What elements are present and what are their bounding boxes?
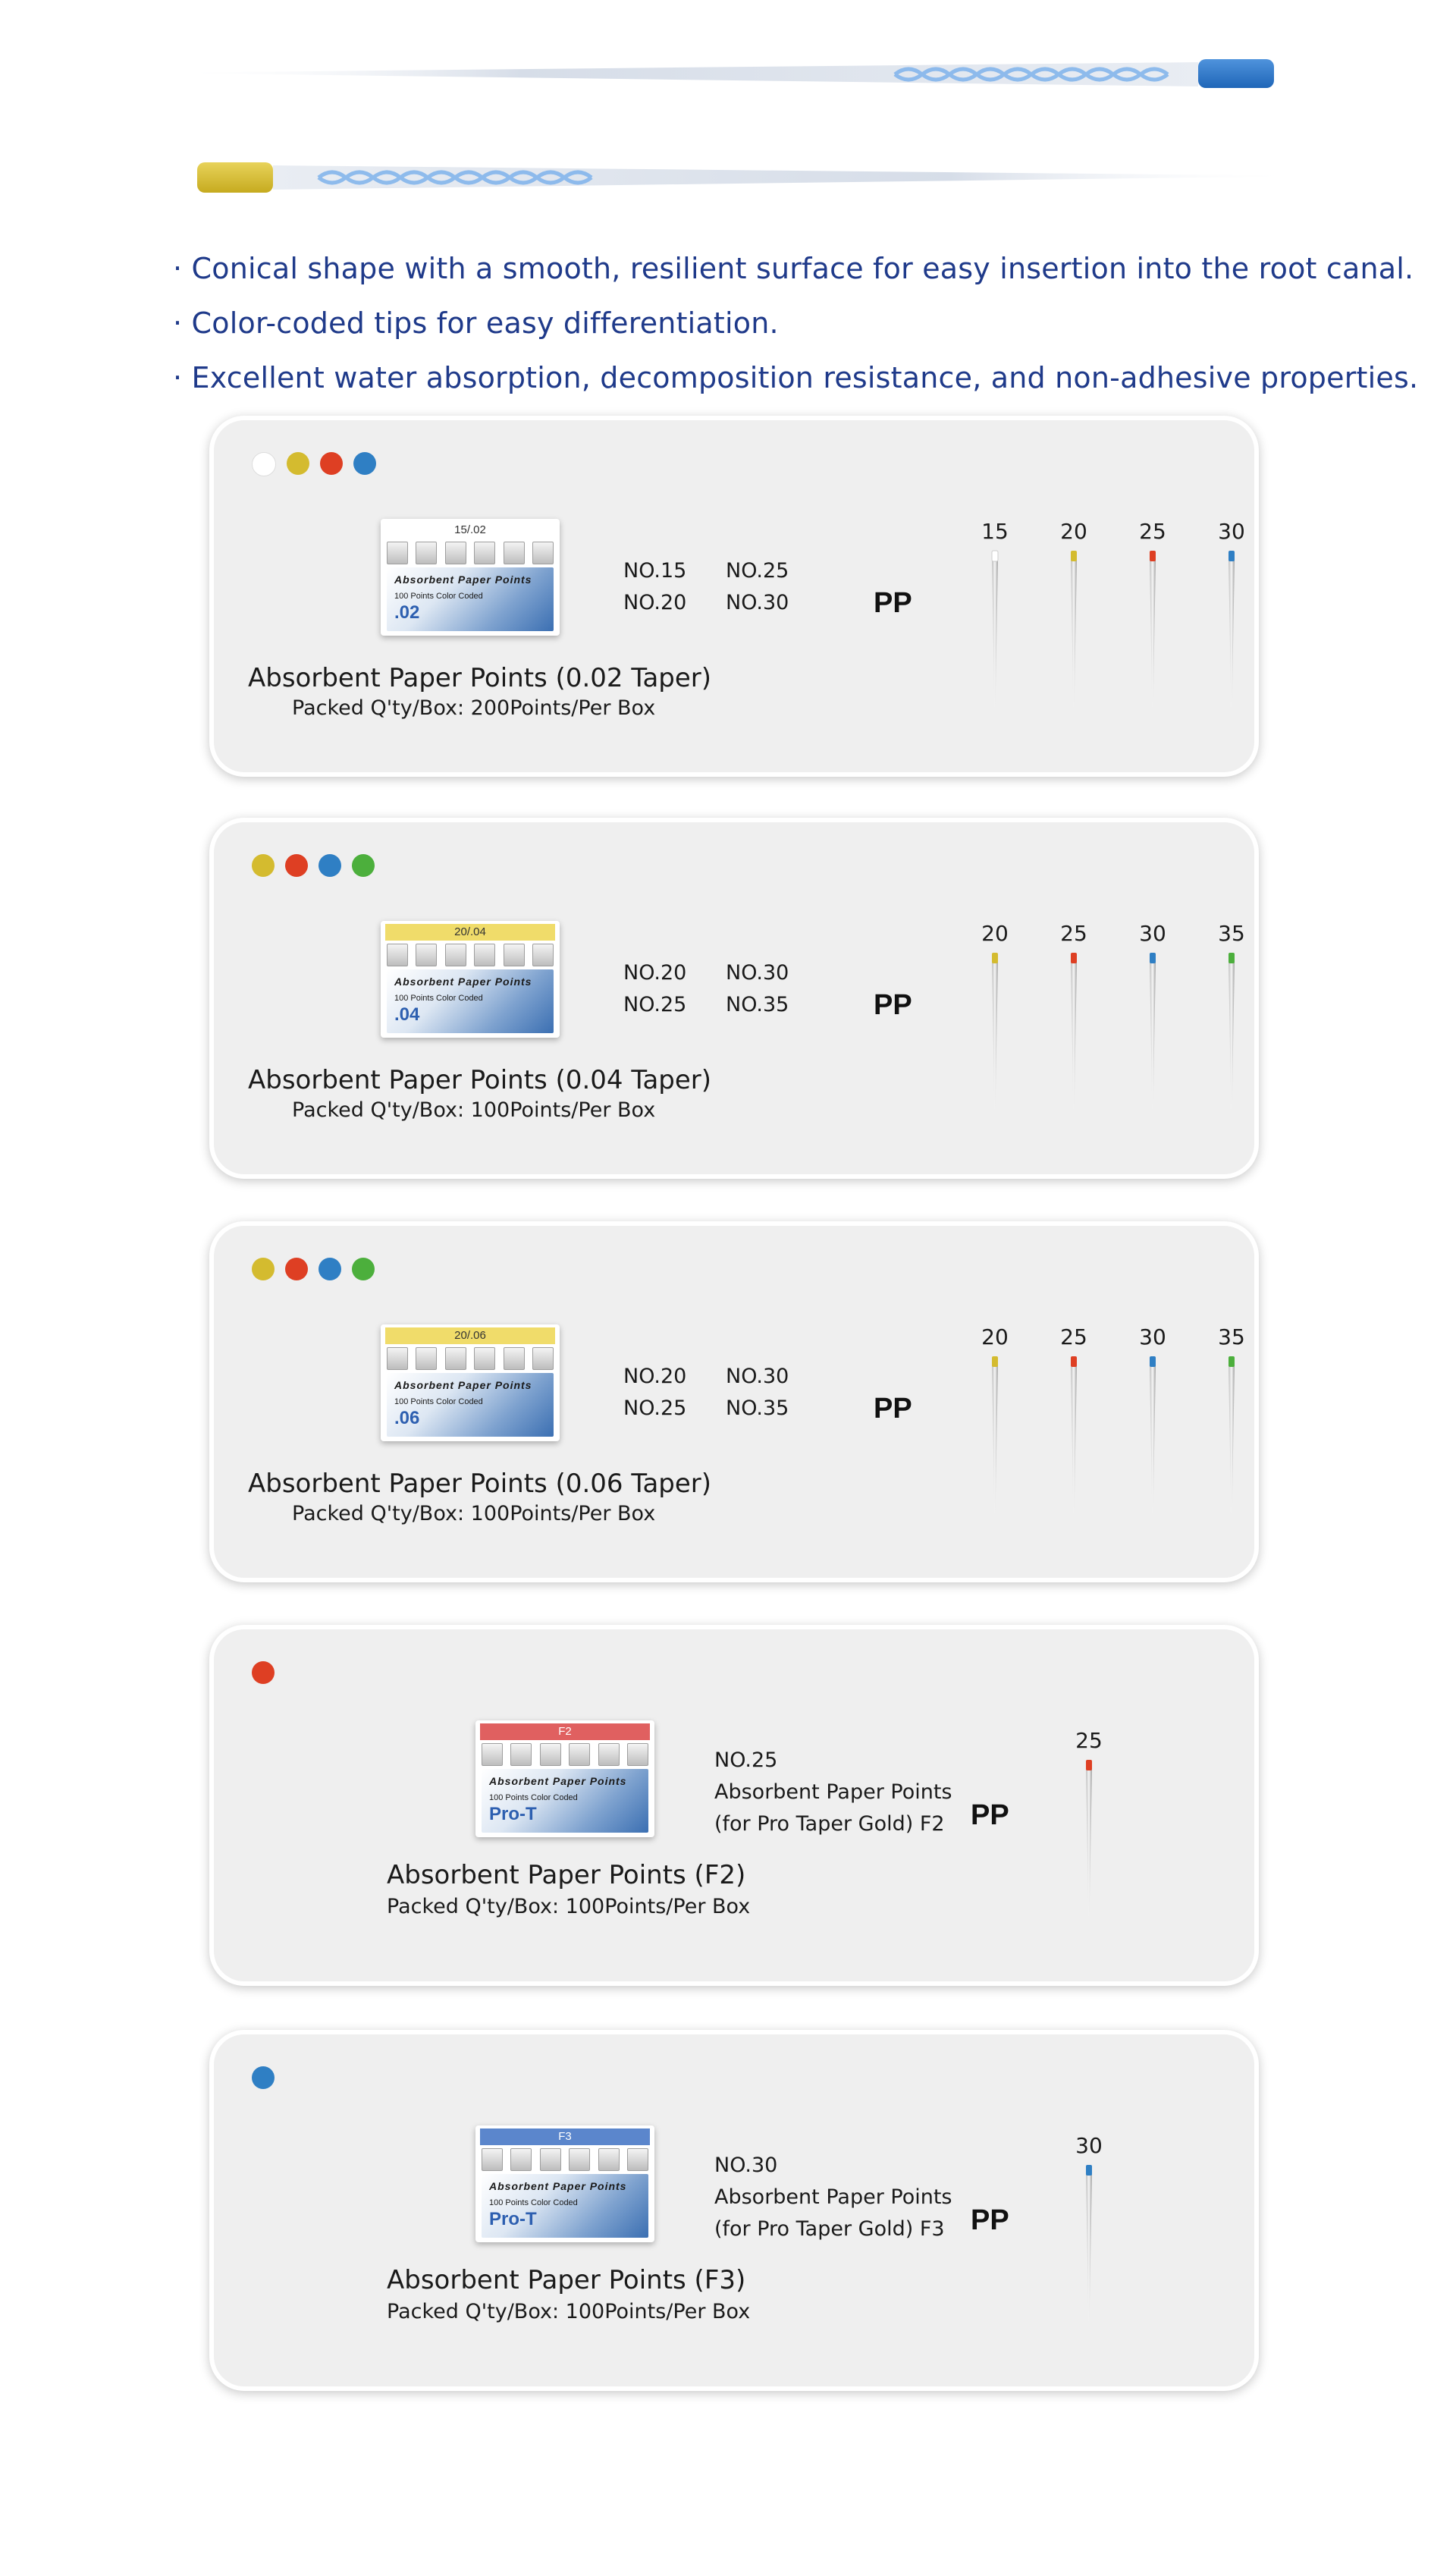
packed-quantity: Packed Q'ty/Box: 100Points/Per Box <box>292 1502 656 1525</box>
size-item: (for Pro Taper Gold) F3 <box>714 2217 945 2241</box>
point-size-label: 25 <box>1060 921 1087 946</box>
box-label <box>387 567 554 631</box>
paper-point-blue-tip-icon <box>1147 1355 1159 1514</box>
paper-point-sample <box>1051 921 1097 1111</box>
pp-label: PP <box>874 587 912 619</box>
box-size-band: F2 <box>480 1723 650 1740</box>
color-dot-blue <box>353 452 376 475</box>
paper-point-sample <box>1209 921 1254 1111</box>
size-item: NO.25 <box>714 1748 778 1772</box>
size-list-secondary <box>726 1361 789 1425</box>
size-item: NO.30 <box>726 1365 789 1388</box>
color-dots <box>252 854 385 878</box>
feature-bullet: · Conical shape with a smooth, resilient surface for easy insertion into the root canal. <box>173 252 1414 285</box>
paper-point-sample <box>972 921 1018 1111</box>
paper-point-yellow-tip-icon <box>989 951 1001 1111</box>
color-dot-yellow <box>287 452 309 475</box>
size-item: NO.25 <box>623 1396 687 1420</box>
box-taper-text: .04 <box>394 1004 420 1025</box>
box-taper-text: Pro-T <box>489 2209 537 2229</box>
point-size-label: 25 <box>1075 1728 1103 1753</box>
point-size-label: 30 <box>1139 921 1166 946</box>
product-box-image <box>381 1324 560 1441</box>
product-card <box>209 2030 1259 2391</box>
box-label <box>387 1373 554 1437</box>
box-size-band: 20/.04 <box>385 924 555 941</box>
color-dots <box>252 2066 285 2091</box>
paper-point-red-tip-icon <box>1147 549 1159 708</box>
feature-bullet: · Color-coded tips for easy differentiation. <box>173 306 779 340</box>
color-dots <box>252 1258 385 1282</box>
color-dot-red <box>285 854 308 877</box>
product-card <box>209 416 1259 777</box>
box-brand-text: Absorbent Paper Points <box>489 1775 627 1787</box>
paper-point-sample <box>1066 2133 1112 2323</box>
color-dot-yellow <box>252 1258 275 1280</box>
size-list <box>714 2150 952 2245</box>
color-dot-blue <box>252 2066 275 2089</box>
paper-point-red-tip-icon <box>1083 1758 1095 1918</box>
paper-point-yellow-tip-icon <box>1068 549 1080 708</box>
size-item: NO.20 <box>623 591 687 614</box>
packed-quantity: Packed Q'ty/Box: 100Points/Per Box <box>387 2300 751 2323</box>
paper-point-sample <box>1209 519 1254 708</box>
box-label <box>482 2174 648 2238</box>
product-card <box>209 1625 1259 1986</box>
color-dot-white <box>252 452 276 476</box>
paper-point-sample <box>1130 519 1175 708</box>
packed-quantity: Packed Q'ty/Box: 200Points/Per Box <box>292 696 656 720</box>
point-size-label: 25 <box>1139 519 1166 544</box>
color-dot-yellow <box>252 854 275 877</box>
size-list <box>623 555 686 619</box>
point-size-label: 30 <box>1218 519 1245 544</box>
product-title: Absorbent Paper Points (F2) <box>387 1860 746 1890</box>
product-box-image <box>475 2125 654 2242</box>
color-dot-blue <box>318 854 341 877</box>
color-dot-green <box>352 854 375 877</box>
box-brand-text: Absorbent Paper Points <box>394 1379 532 1391</box>
size-item: NO.15 <box>623 559 687 583</box>
box-slots <box>482 1743 648 1766</box>
box-slots <box>387 944 554 966</box>
product-box-image <box>475 1720 654 1837</box>
paper-point-blue-tip-icon <box>1147 951 1159 1111</box>
product-title: Absorbent Paper Points (F3) <box>387 2265 746 2295</box>
paper-point-sample <box>972 519 1018 708</box>
box-label <box>482 1769 648 1833</box>
paper-point-red-tip-icon <box>1068 1355 1080 1514</box>
size-item: NO.35 <box>726 993 789 1016</box>
color-dot-red <box>285 1258 308 1280</box>
box-label <box>387 969 554 1033</box>
size-item: NO.25 <box>726 559 789 583</box>
size-item: Absorbent Paper Points <box>714 1780 952 1804</box>
packed-quantity: Packed Q'ty/Box: 100Points/Per Box <box>387 1895 751 1918</box>
paper-point-sample <box>1130 1324 1175 1514</box>
paper-point-blue-tip-icon <box>1225 549 1238 708</box>
product-card <box>209 818 1259 1179</box>
paper-point-blue-tip-icon <box>1083 2163 1095 2323</box>
point-size-label: 35 <box>1218 921 1245 946</box>
point-size-label: 35 <box>1218 1324 1245 1349</box>
size-list <box>714 1745 952 1840</box>
box-brand-text: Absorbent Paper Points <box>394 975 532 988</box>
paper-point-green-tip-icon <box>1225 951 1238 1111</box>
box-taper-text: .02 <box>394 602 420 623</box>
size-item: NO.30 <box>714 2154 778 2177</box>
color-dots <box>252 452 387 476</box>
point-size-label: 25 <box>1060 1324 1087 1349</box>
box-brand-text: Absorbent Paper Points <box>394 573 532 586</box>
box-count-text: 100 Points Color Coded <box>394 994 483 1003</box>
size-item: NO.30 <box>726 591 789 614</box>
point-size-label: 15 <box>981 519 1009 544</box>
hero-paper-points-illustration <box>0 0 1456 205</box>
box-taper-text: .06 <box>394 1408 420 1428</box>
box-count-text: 100 Points Color Coded <box>394 592 483 601</box>
pp-label: PP <box>971 2204 1009 2236</box>
color-dot-red <box>252 1661 275 1684</box>
paper-point-sample <box>1051 1324 1097 1514</box>
packed-quantity: Packed Q'ty/Box: 100Points/Per Box <box>292 1098 656 1122</box>
pp-label: PP <box>874 989 912 1021</box>
size-item: NO.25 <box>623 993 687 1016</box>
size-item: NO.20 <box>623 961 687 985</box>
size-item: Absorbent Paper Points <box>714 2185 952 2209</box>
pp-label: PP <box>874 1393 912 1425</box>
product-box-image <box>381 519 560 636</box>
box-slots <box>387 1347 554 1370</box>
size-item: NO.20 <box>623 1365 687 1388</box>
box-size-band: 20/.06 <box>385 1327 555 1344</box>
paper-point-green-tip-icon <box>1225 1355 1238 1514</box>
point-size-label: 30 <box>1139 1324 1166 1349</box>
paper-point-white-tip-icon <box>989 549 1001 708</box>
point-size-label: 30 <box>1075 2133 1103 2158</box>
box-size-band: F3 <box>480 2128 650 2145</box>
product-box-image <box>381 921 560 1038</box>
product-title: Absorbent Paper Points (0.06 Taper) <box>248 1469 712 1499</box>
size-list <box>623 1361 686 1425</box>
product-title: Absorbent Paper Points (0.02 Taper) <box>248 663 712 693</box>
paper-point-yellow-tip-icon <box>989 1355 1001 1514</box>
box-size-band: 15/.02 <box>385 522 555 539</box>
paper-point-yellow-illustration <box>197 162 1316 193</box>
color-dot-blue <box>318 1258 341 1280</box>
size-item: NO.30 <box>726 961 789 985</box>
size-list-secondary <box>726 555 789 619</box>
feature-list <box>173 241 1419 405</box>
product-card <box>209 1221 1259 1582</box>
point-size-label: 20 <box>981 921 1009 946</box>
box-count-text: 100 Points Color Coded <box>489 2198 578 2207</box>
size-item: NO.35 <box>726 1396 789 1420</box>
pp-label: PP <box>971 1799 1009 1831</box>
paper-point-red-tip-icon <box>1068 951 1080 1111</box>
product-title: Absorbent Paper Points (0.04 Taper) <box>248 1065 712 1095</box>
size-item: (for Pro Taper Gold) F2 <box>714 1812 945 1836</box>
paper-point-sample <box>1066 1728 1112 1918</box>
point-size-label: 20 <box>1060 519 1087 544</box>
color-dots <box>252 1661 285 1685</box>
box-brand-text: Absorbent Paper Points <box>489 2180 627 2192</box>
box-slots <box>387 542 554 564</box>
box-count-text: 100 Points Color Coded <box>394 1397 483 1406</box>
paper-point-blue-illustration <box>155 59 1274 88</box>
box-count-text: 100 Points Color Coded <box>489 1793 578 1802</box>
feature-bullet: · Excellent water absorption, decomposition resistance, and non-adhesive properties. <box>173 361 1419 394</box>
paper-point-sample <box>1051 519 1097 708</box>
paper-point-sample <box>1209 1324 1254 1514</box>
color-dot-red <box>320 452 343 475</box>
point-size-label: 20 <box>981 1324 1009 1349</box>
size-list <box>623 957 686 1021</box>
paper-point-sample <box>1130 921 1175 1111</box>
paper-point-sample <box>972 1324 1018 1514</box>
box-taper-text: Pro-T <box>489 1804 537 1824</box>
size-list-secondary <box>726 957 789 1021</box>
box-slots <box>482 2148 648 2171</box>
color-dot-green <box>352 1258 375 1280</box>
